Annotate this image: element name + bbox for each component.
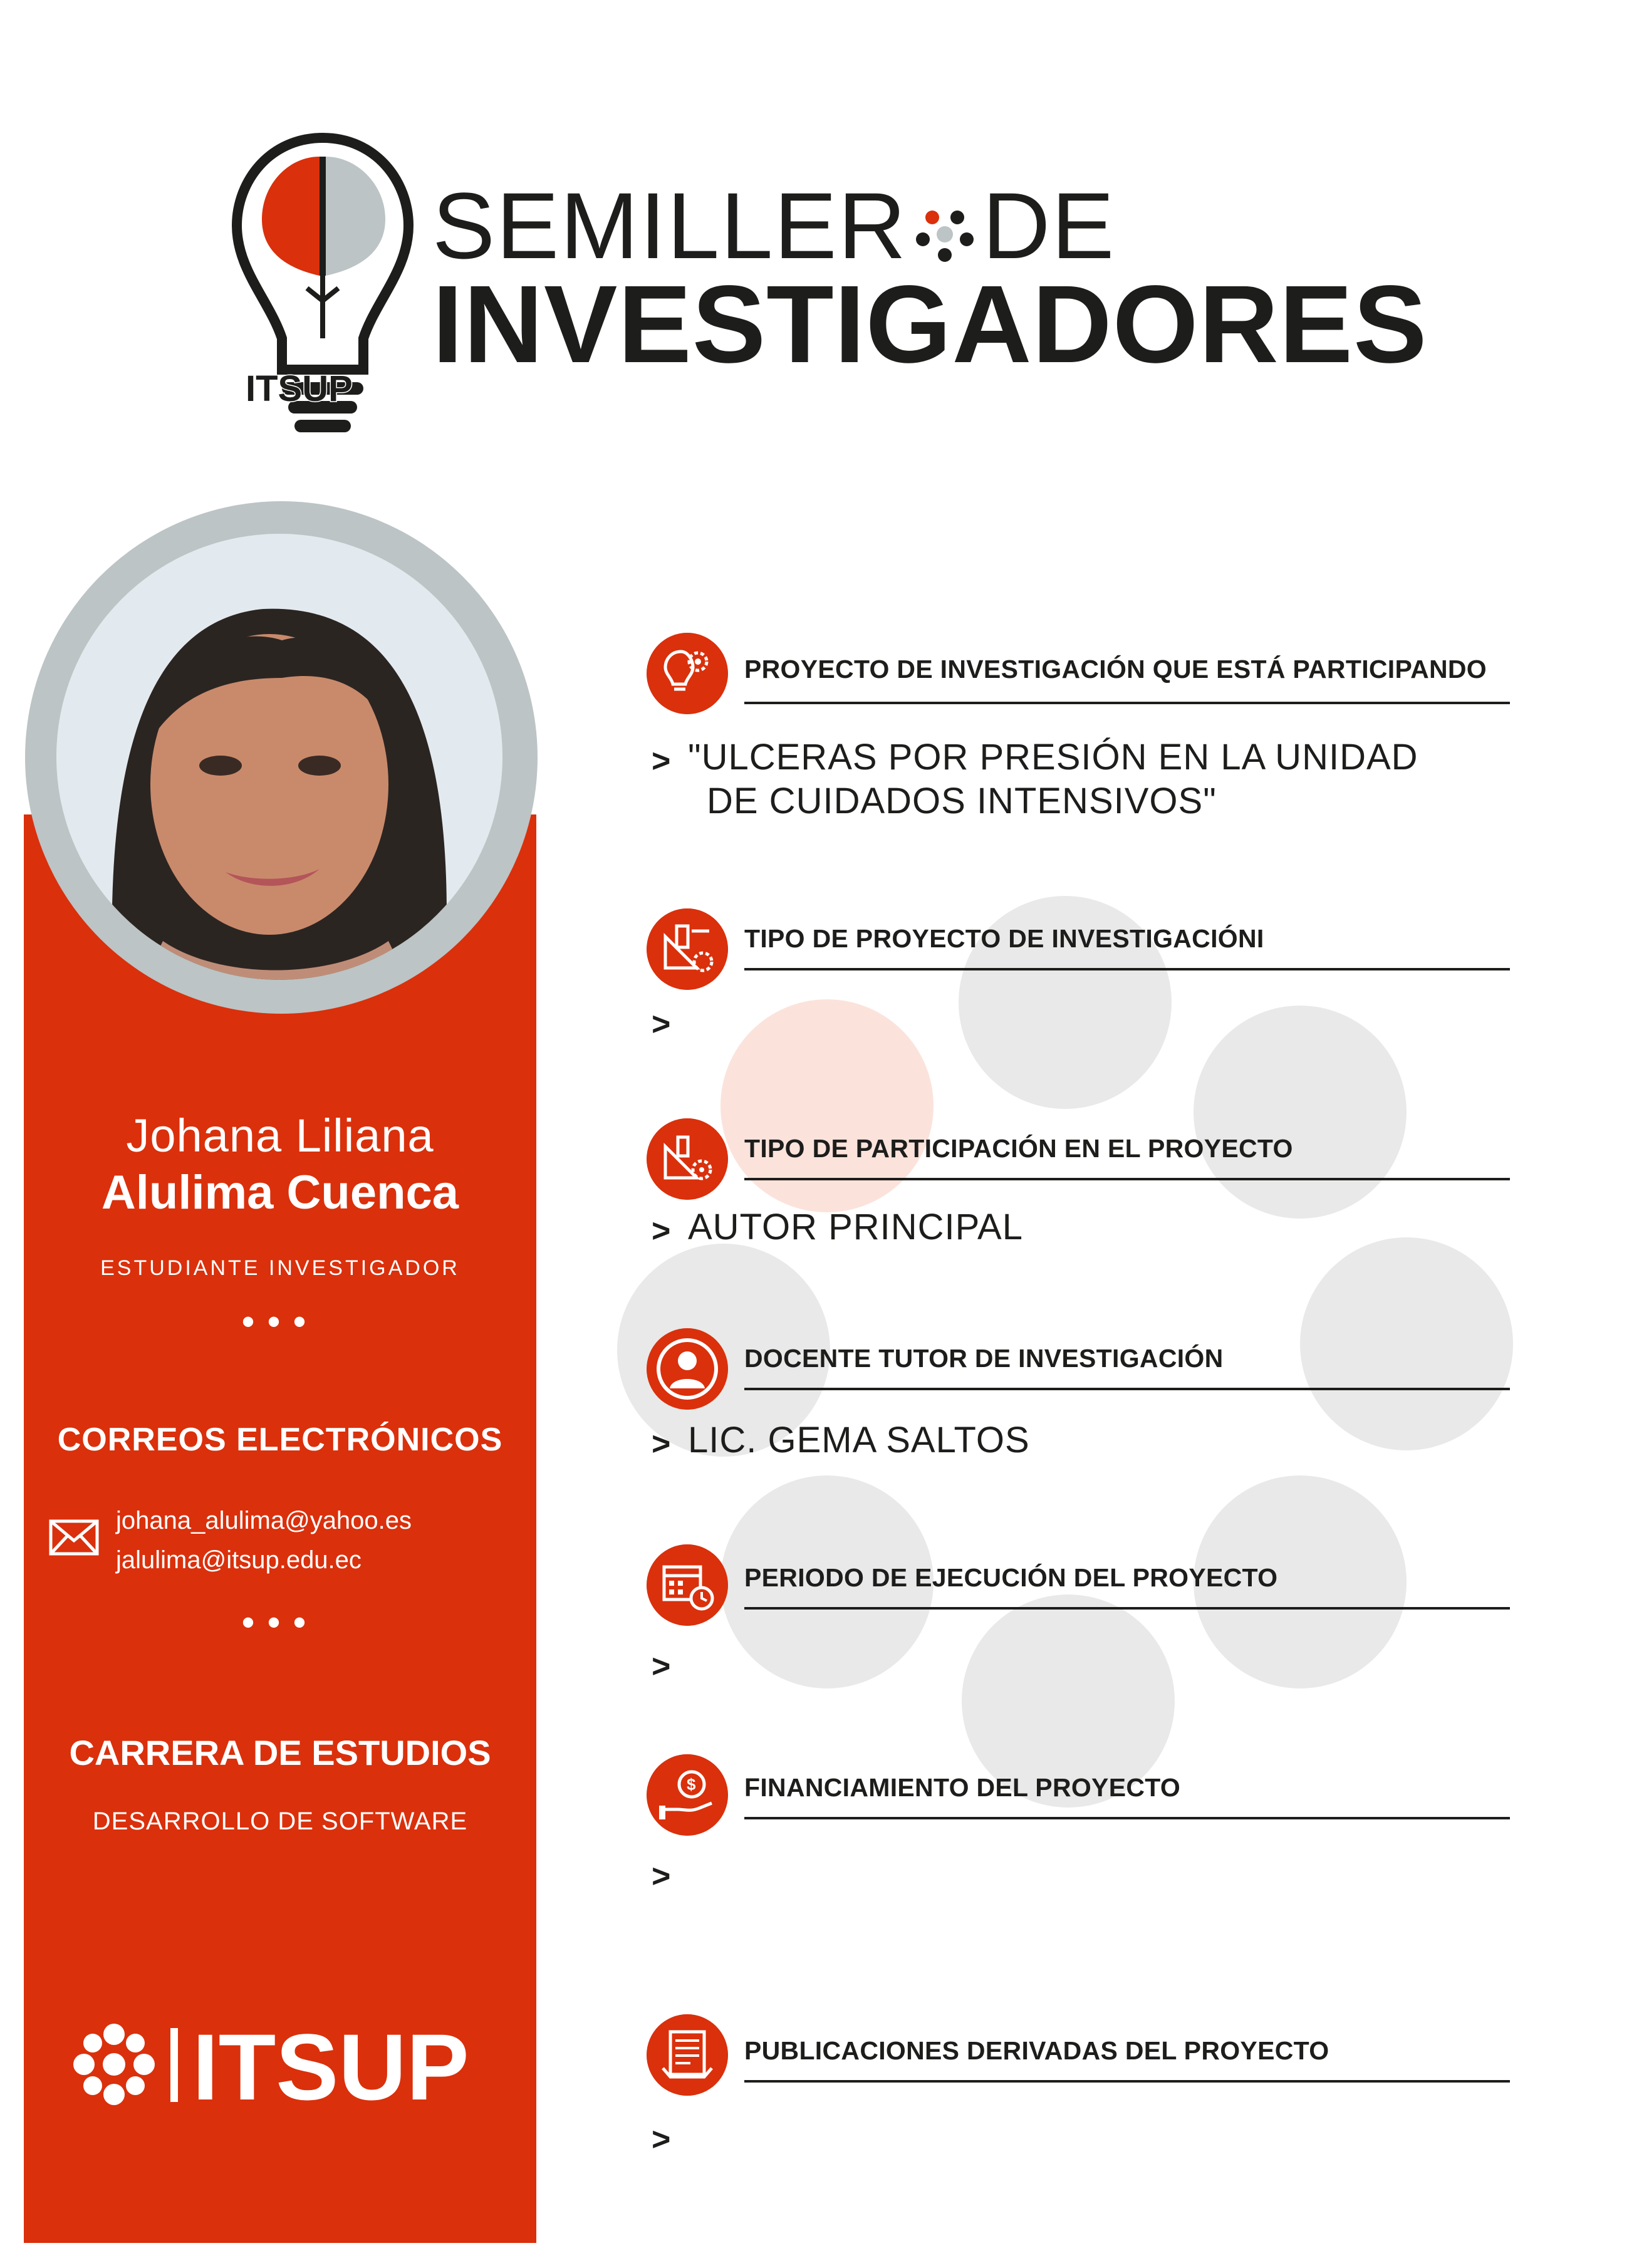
portrait-illustration [56,534,502,980]
section-value-project-line2: DE CUIDADOS INTENSIVOS" [707,781,1217,821]
section-title-publications: PUBLICACIONES DERIVADAS DEL PROYECTO [744,2036,1329,2065]
semillero-dots-icon [913,202,976,264]
lightbulb-gear-icon [647,633,728,714]
user-icon [647,1328,728,1410]
separator-dots: ••• [241,1601,319,1643]
logo-label: ITSUP [246,368,353,409]
bg-circle [720,999,934,1212]
profile-role: ESTUDIANTE INVESTIGADOR [100,1256,460,1280]
bg-circle [1300,1237,1513,1450]
section-divider [744,1817,1510,1819]
emails-heading: CORREOS ELECTRÓNICOS [57,1422,503,1458]
section-title-participation-type: TIPO DE PARTICIPACIÓN EN EL PROYECTO [744,1134,1293,1163]
money-hand-icon [647,1754,728,1836]
section-divider [744,1388,1510,1390]
section-title-tutor: DOCENTE TUTOR DE INVESTIGACIÓN [744,1344,1224,1373]
section-title-funding: FINANCIAMIENTO DEL PROYECTO [744,1773,1181,1802]
career-value: DESARROLLO DE SOFTWARE [92,1808,468,1835]
mail-icon [49,1519,99,1556]
profile-first-names: Johana Liliana [126,1110,434,1162]
section-value-participation-type: AUTOR PRINCIPAL [688,1207,1023,1247]
section-value-project-line1: "ULCERAS POR PRESIÓN EN LA UNIDAD [688,737,1418,778]
chevron-right-icon: > [652,1426,671,1462]
chevron-right-icon: > [652,1858,671,1895]
section-value-tutor: LIC. GEMA SALTOS [688,1420,1030,1460]
section-divider [744,702,1510,704]
title-top-left: SEMILLER [432,173,907,278]
career-heading: CARRERA DE ESTUDIOS [69,1733,491,1772]
calendar-clock-icon [647,1544,728,1626]
section-divider [744,2080,1510,2083]
chevron-right-icon: > [652,1648,671,1685]
itsup-flower-icon [73,2024,155,2105]
title-semillero [432,173,1116,278]
publication-icon [647,2014,728,2096]
chevron-right-icon: > [652,2121,671,2158]
section-divider [744,968,1510,970]
section-divider [744,1178,1510,1180]
profile-photo [56,534,502,980]
chevron-right-icon: > [652,1006,671,1043]
bg-circle [1194,1006,1407,1219]
research-tools-icon [647,908,728,990]
participation-tools-icon [647,1118,728,1200]
separator-dots: ••• [241,1301,319,1343]
section-title-period: PERIODO DE EJECUCIÓN DEL PROYECTO [744,1563,1278,1592]
title-top-right: DE [982,173,1116,278]
itsup-footer-logo [70,2021,496,2108]
email-institutional[interactable]: jalulima@itsup.edu.ec [116,1546,362,1574]
section-title-project: PROYECTO DE INVESTIGACIÓN QUE ESTÁ PARTICIPANDO [744,655,1487,684]
section-title-project-type: TIPO DE PROYECTO DE INVESTIGACIÓNI [744,924,1264,953]
email-primary[interactable]: johana_alulima@yahoo.es [116,1507,412,1534]
svg-text:$: $ [687,1775,696,1794]
profile-last-names: Alulima Cuenca [101,1166,459,1219]
itsup-bulb-logo [232,132,414,451]
chevron-right-icon: > [652,743,671,779]
chevron-right-icon: > [652,1213,671,1249]
title-investigadores: INVESTIGADORES [432,263,1428,386]
section-divider [744,1607,1510,1610]
itsup-footer-text: ITSUP [192,2021,469,2108]
